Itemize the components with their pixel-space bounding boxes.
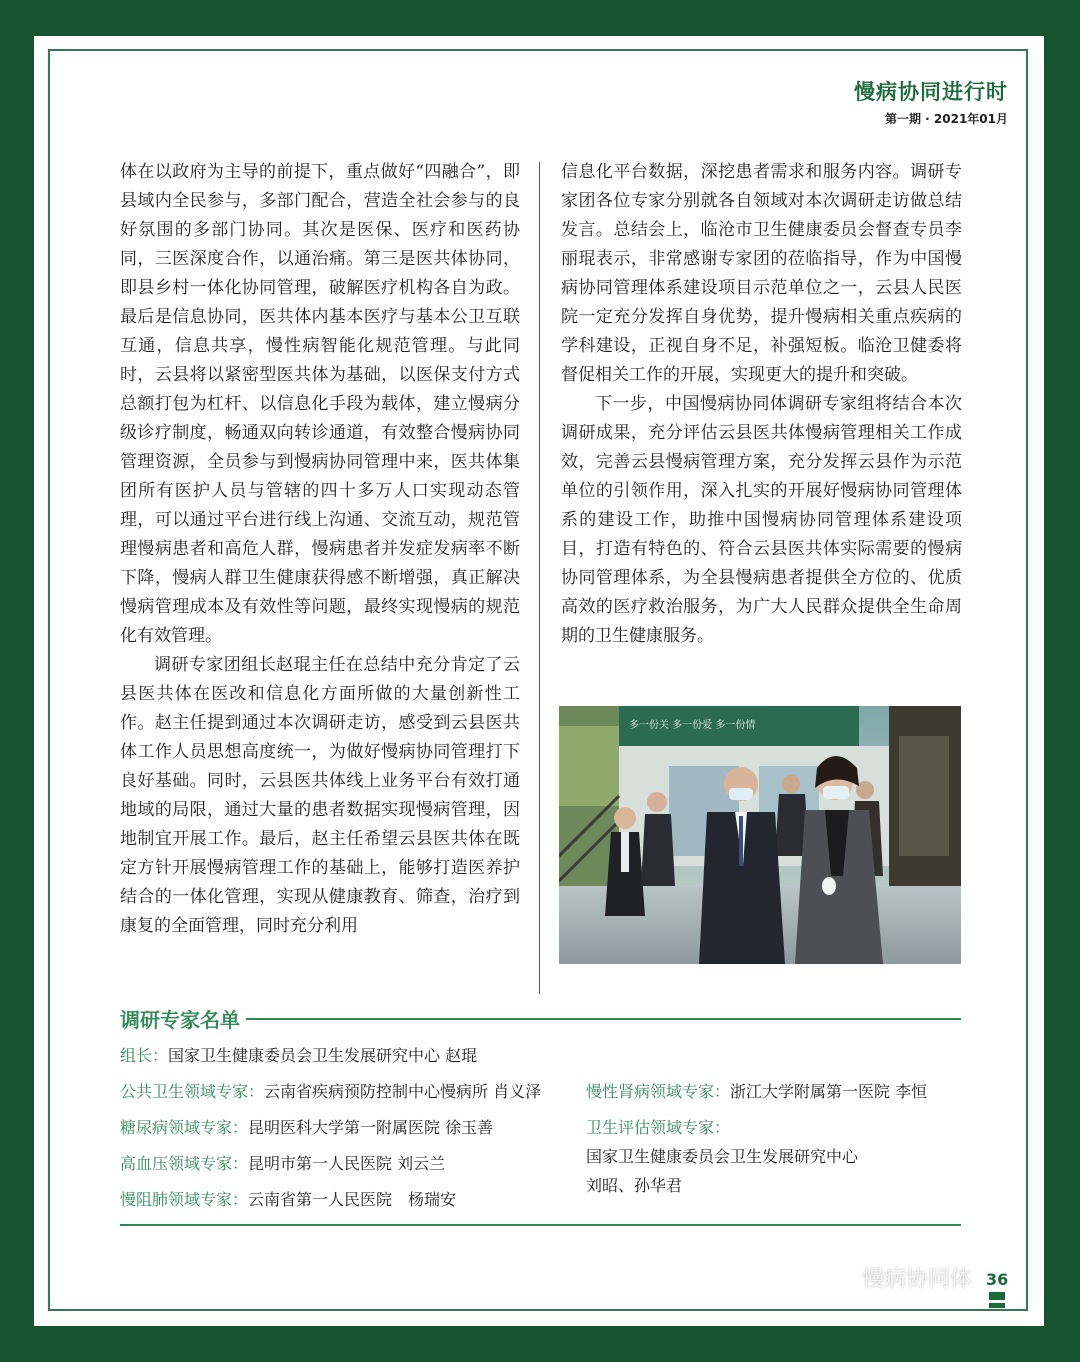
expert-leader bbox=[120, 1044, 477, 1068]
expert-health-eval-names bbox=[586, 1174, 682, 1198]
column-title: 慢病协同进行时 bbox=[854, 80, 1008, 104]
expert-role: 公共卫生领域专家： bbox=[120, 1082, 265, 1101]
visit-photo bbox=[559, 706, 961, 964]
expert-role: 糖尿病领域专家： bbox=[120, 1118, 249, 1137]
bottom-rule bbox=[120, 1224, 961, 1226]
page-number-text: 36 bbox=[986, 1270, 1009, 1289]
expert-name: 浙江大学附属第一医院 李恒 bbox=[730, 1082, 928, 1101]
expert-public-health bbox=[120, 1080, 541, 1104]
expert-role: 卫生评估领域专家： bbox=[586, 1118, 731, 1137]
page-marker bbox=[989, 1292, 1005, 1300]
expert-copd bbox=[120, 1188, 456, 1212]
experts-title: 调研专家名单 bbox=[120, 1004, 246, 1033]
expert-kidney bbox=[586, 1080, 927, 1104]
article-right-column bbox=[561, 158, 962, 651]
article-paragraph: 下一步，中国慢病协同体调研专家组将结合本次调研成果，充分评估云县医共体慢病管理相关工作成效，完善云县慢病管理方案，充分发挥云县作为示范单位的引领作用，深入扎实的开展好慢病协同管理体系的建设工作，助推中国慢病协同管理体系建设项目，打造有特色的、符合云县医共体实际需要的慢病协同管理体系，为全县慢病患者提供全方位的、优质高效的医疗救治服务，为广大人民群众提供全生命周期的卫生健康服务。 bbox=[561, 394, 962, 646]
article-left-column bbox=[120, 158, 520, 941]
expert-hypertension bbox=[120, 1152, 445, 1176]
wechat-icon bbox=[832, 1266, 858, 1294]
article-paragraph: 调研专家团组长赵琨主任在总结中充分肯定了云县医共体在医改和信息化方面所做的大量创新性工作。赵主任提到通过本次调研走访，感受到云县医共体工作人员思想高度统一，为做好慢病协同管理打下良好基础。同时，云县医共体线上业务平台有效打通地域的局限，通过大量的患者数据实现慢病管理，因地制宜开展工作。最后，赵主任希望云县医共体在既定方针开展慢病管理工作的基础上，能够打造医养护结合的一体化管理，实现从健康教育、筛查，治疗到康复的全面管理，同时充分利用 bbox=[120, 655, 520, 936]
expert-role: 组长： bbox=[120, 1046, 169, 1065]
expert-name: 昆明医科大学第一附属医院 徐玉善 bbox=[248, 1118, 494, 1137]
watermark-text: 慢病协同体 bbox=[862, 1267, 973, 1292]
expert-org: 国家卫生健康委员会卫生发展研究中心 bbox=[586, 1147, 859, 1166]
experts-heading bbox=[120, 1004, 961, 1034]
expert-role: 高血压领域专家： bbox=[120, 1154, 249, 1173]
expert-name: 国家卫生健康委员会卫生发展研究中心 赵琨 bbox=[168, 1046, 478, 1065]
article-paragraph: 信息化平台数据，深挖患者需求和服务内容。调研专家团各位专家分别就各自领域对本次调研走访做总结发言。总结会上，临沧市卫生健康委员会督查专员李丽琨表示，非常感谢专家团的莅临指导，作为中国慢病协同管理体系建设项目示范单位之一，云县人民医院一定充分发挥自身优势，提升慢病相关重点疾病的学科建设，正视自身不足，补强短板。临沧卫健委将督促相关工作的开展，实现更大的提升和突破。 bbox=[561, 162, 962, 385]
article-paragraph: 体在以政府为主导的前提下，重点做好“四融合”，即县域内全民参与，多部门配合，营造全社会参与的良好氛围的多部门协同。其次是医保、医疗和医药协同，三医深度合作，以通治痛。第三是医共体协同，即县乡村一体化协同管理，破解医疗机构各自为政。最后是信息协同，医共体内基本医疗与基本公卫互联互通，信息共享，慢性病智能化规范管理。与此同时，云县将以紧密型医共体为基础，以医保支付方式总额打包为杠杆、以信息化手段为载体，建立慢病分级诊疗制度，畅通双向转诊通道，有效整合慢病协同管理资源，全员参与到慢病协同管理中来，医共体集团所有医护人员与管辖的四十多万人口实现动态管理，可以通过平台进行线上沟通、交流互动，规范管理慢病患者和高危人群，慢病患者并发症发病率不断下降，慢病人群卫生健康获得感不断增强，真正解决慢病管理成本及有效性等问题，最终实现慢病的规范化有效管理。 bbox=[120, 162, 520, 646]
issue-date: 第一期 · 2021年01月 bbox=[884, 112, 1008, 126]
expert-diabetes bbox=[120, 1116, 493, 1140]
expert-role: 慢阻肺领域专家： bbox=[120, 1190, 249, 1209]
expert-health-eval bbox=[586, 1116, 730, 1140]
expert-name: 昆明市第一人民医院 刘云兰 bbox=[248, 1154, 446, 1173]
masthead bbox=[854, 76, 1008, 127]
expert-name: 云南省疾病预防控制中心慢病所 肖义泽 bbox=[264, 1082, 542, 1101]
page-number bbox=[986, 1270, 1008, 1308]
heading-rule bbox=[120, 1018, 961, 1020]
expert-health-eval-org bbox=[586, 1145, 858, 1169]
page bbox=[34, 36, 1044, 1326]
column-divider bbox=[539, 162, 540, 994]
page-marker bbox=[989, 1303, 1005, 1308]
expert-role: 慢性肾病领域专家： bbox=[586, 1082, 731, 1101]
watermark bbox=[832, 1262, 972, 1294]
expert-names: 刘昭、孙华君 bbox=[586, 1176, 683, 1195]
expert-name: 云南省第一人民医院 杨瑞安 bbox=[248, 1190, 457, 1209]
photo-sign-text: 多一份关 多一份爱 多一份情 bbox=[629, 720, 756, 731]
